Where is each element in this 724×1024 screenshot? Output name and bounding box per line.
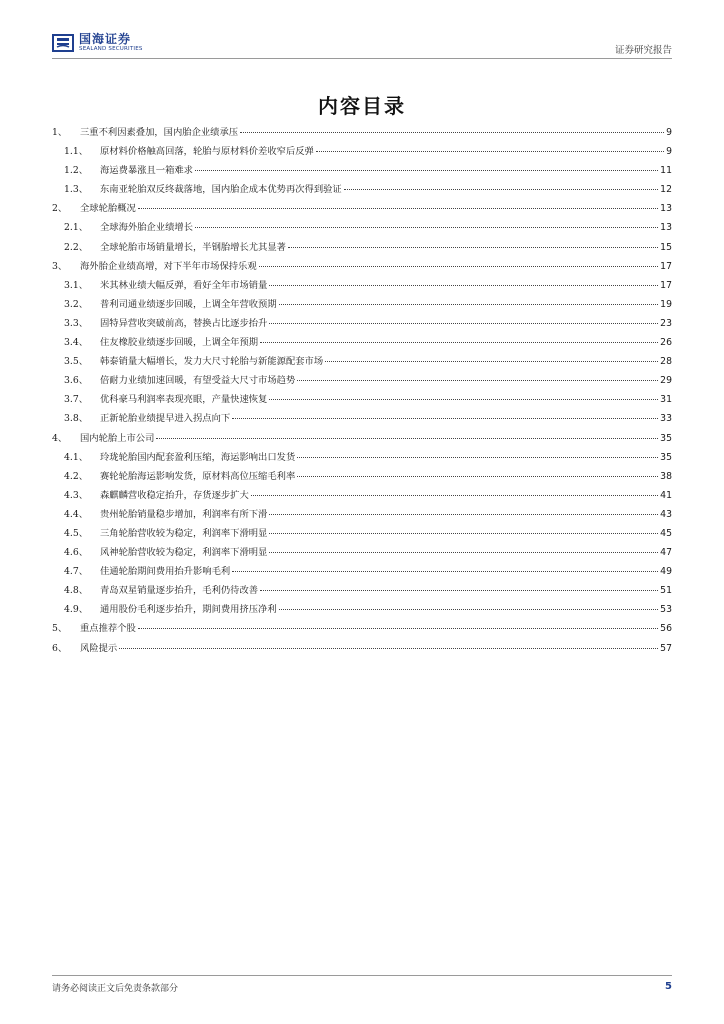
disclaimer-text: 请务必阅读正文后免责条款部分 xyxy=(52,984,179,994)
page-title: 内容目录 xyxy=(318,94,406,118)
page-footer xyxy=(52,975,672,1000)
toc-entry-title: 森麒麟营收稳定抬升，存货逐步扩大 xyxy=(100,489,249,501)
toc-entry-page: 9 xyxy=(666,127,672,138)
toc-entry-title: 海运费暴涨且一箱难求 xyxy=(100,165,193,177)
toc-entry-number: 4.4、 xyxy=(64,508,89,520)
toc-entry-page: 23 xyxy=(660,317,672,329)
toc-entry-title: 赛轮轮胎海运影响发货，原材料高位压缩毛利率 xyxy=(100,470,296,482)
toc-leader-dots xyxy=(260,590,658,591)
toc-entry-page: 56 xyxy=(660,623,672,635)
toc-leader-dots xyxy=(269,533,658,534)
toc-entry-number: 3.3、 xyxy=(64,317,89,329)
toc-entry[interactable] xyxy=(52,296,672,315)
toc-leader-dots xyxy=(297,380,658,381)
logo-chinese-name: 国海证券 xyxy=(79,32,132,47)
toc-entry-title: 全球轮胎市场销量增长，半钢胎增长尤其显著 xyxy=(100,241,286,253)
toc-entry-number: 3.1、 xyxy=(64,279,89,291)
toc-entry-page: 49 xyxy=(660,566,672,578)
toc-entry-page: 38 xyxy=(660,470,672,482)
toc-entry-number: 4.7、 xyxy=(64,566,89,578)
toc-entry[interactable] xyxy=(52,239,672,258)
toc-entry[interactable] xyxy=(52,468,672,487)
toc-entry-page: 29 xyxy=(660,375,672,387)
toc-entry-page: 17 xyxy=(660,260,672,272)
toc-entry-page: 57 xyxy=(660,642,672,654)
toc-entry[interactable] xyxy=(52,582,672,601)
toc-entry-page: 19 xyxy=(660,298,672,310)
toc-entry-page: 35 xyxy=(660,432,672,444)
toc-entry-number: 5、 xyxy=(52,623,68,635)
toc-entry-title: 国内轮胎上市公司 xyxy=(80,432,155,444)
toc-entry[interactable] xyxy=(52,372,672,391)
toc-entry-number: 4.8、 xyxy=(64,585,89,597)
toc-entry-number: 3.8、 xyxy=(64,413,89,425)
toc-leader-dots xyxy=(279,304,659,305)
toc-entry-title: 海外胎企业绩高增，对下半年市场保持乐观 xyxy=(80,260,257,272)
toc-leader-dots xyxy=(269,285,658,286)
toc-entry[interactable] xyxy=(52,277,672,296)
toc-leader-dots xyxy=(269,552,658,553)
toc-leader-dots xyxy=(251,495,658,496)
toc-leader-dots xyxy=(316,151,664,152)
toc-entry-number: 4.3、 xyxy=(64,489,89,501)
company-logo xyxy=(52,30,143,56)
toc-entry-title: 正新轮胎业绩提早进入拐点向下 xyxy=(100,413,231,425)
toc-entry-number: 3.2、 xyxy=(64,298,89,310)
toc-entry-number: 4.9、 xyxy=(64,604,89,616)
toc-leader-dots xyxy=(344,189,658,190)
toc-leader-dots xyxy=(260,342,658,343)
toc-leader-dots xyxy=(195,227,658,228)
toc-entry-number: 3.5、 xyxy=(64,356,89,368)
toc-entry-title: 原材料价格触高回落，轮胎与原材料价差收窄后反弹 xyxy=(100,146,314,158)
toc-leader-dots xyxy=(119,648,658,649)
toc-entry-title: 佳通轮胎期间费用抬升影响毛利 xyxy=(100,566,231,578)
toc-entry-page: 53 xyxy=(660,604,672,616)
toc-entry-number: 2、 xyxy=(52,203,68,215)
toc-leader-dots xyxy=(232,418,658,419)
toc-entry[interactable] xyxy=(52,410,672,429)
toc-entry-title: 韩泰销量大幅增长，发力大尺寸轮胎与新能源配套市场 xyxy=(100,356,324,368)
toc-entry-page: 41 xyxy=(660,489,672,501)
toc-entry-page: 9 xyxy=(666,146,672,158)
toc-entry-page: 28 xyxy=(660,356,672,368)
toc-entry[interactable] xyxy=(52,258,672,277)
toc-entry[interactable] xyxy=(52,181,672,200)
toc-entry-page: 35 xyxy=(660,451,672,463)
sealand-logo-icon xyxy=(52,33,74,53)
toc-entry-number: 4.5、 xyxy=(64,527,89,539)
toc-entry[interactable] xyxy=(52,601,672,620)
toc-entry-title: 风险提示 xyxy=(80,642,118,654)
table-of-contents xyxy=(52,124,672,659)
toc-entry[interactable] xyxy=(52,506,672,525)
toc-entry-number: 6、 xyxy=(52,642,68,654)
toc-entry[interactable] xyxy=(52,219,672,238)
toc-entry-title: 住友橡胶业绩逐步回暖，上调全年预期 xyxy=(100,337,259,349)
toc-leader-dots xyxy=(232,571,658,572)
toc-entry[interactable] xyxy=(52,640,672,659)
toc-entry[interactable] xyxy=(52,353,672,372)
toc-entry[interactable] xyxy=(52,544,672,563)
toc-entry[interactable] xyxy=(52,391,672,410)
toc-entry-title: 优科豪马利润率表现亮眼，产量快速恢复 xyxy=(100,394,268,406)
toc-entry-title: 米其林业绩大幅反弹，看好全年市场销量 xyxy=(100,279,268,291)
toc-leader-dots xyxy=(279,609,659,610)
toc-leader-dots xyxy=(156,438,658,439)
toc-entry[interactable] xyxy=(52,563,672,582)
toc-leader-dots xyxy=(259,266,659,267)
toc-entry[interactable] xyxy=(52,334,672,353)
toc-entry-title: 普利司通业绩逐步回暖，上调全年营收预期 xyxy=(100,298,277,310)
toc-entry-page: 12 xyxy=(660,184,672,196)
toc-entry[interactable] xyxy=(52,315,672,334)
toc-entry-number: 3.4、 xyxy=(64,337,89,349)
toc-entry-page: 33 xyxy=(660,413,672,425)
toc-entry-number: 2.2、 xyxy=(64,241,89,253)
toc-entry-number: 3.6、 xyxy=(64,375,89,387)
toc-entry-number: 1.3、 xyxy=(64,184,89,196)
toc-entry-title: 固特异营收突破前高，替换占比逐步抬升 xyxy=(100,317,268,329)
toc-entry-title: 全球海外胎企业绩增长 xyxy=(100,222,193,234)
toc-leader-dots xyxy=(240,132,664,133)
toc-entry-page: 15 xyxy=(660,241,672,253)
toc-leader-dots xyxy=(269,399,658,400)
toc-entry-title: 通用股份毛利逐步抬升，期间费用挤压净利 xyxy=(100,604,277,616)
toc-entry-page: 17 xyxy=(660,279,672,291)
toc-entry[interactable] xyxy=(52,162,672,181)
toc-entry-title: 全球轮胎概况 xyxy=(80,203,136,215)
toc-entry[interactable] xyxy=(52,487,672,506)
toc-entry-number: 4.1、 xyxy=(64,451,89,463)
toc-leader-dots xyxy=(269,514,658,515)
toc-entry-page: 45 xyxy=(660,527,672,539)
toc-entry-page: 13 xyxy=(660,222,672,234)
toc-entry-title: 青岛双星销量逐步抬升，毛利仍待改善 xyxy=(100,585,259,597)
toc-entry-title: 玲珑轮胎国内配套盈利压缩，海运影响出口发货 xyxy=(100,451,296,463)
toc-entry-number: 1.1、 xyxy=(64,146,89,158)
toc-entry-page: 13 xyxy=(660,203,672,215)
toc-entry-title: 三角轮胎营收较为稳定，利润率下滑明显 xyxy=(100,527,268,539)
toc-entry-title: 倍耐力业绩加速回暖，有望受益大尺寸市场趋势 xyxy=(100,375,296,387)
toc-entry-number: 1、 xyxy=(52,127,68,138)
toc-entry-number: 4、 xyxy=(52,432,68,444)
toc-entry-number: 1.2、 xyxy=(64,165,89,177)
toc-entry-title: 三重不利因素叠加，国内胎企业绩承压 xyxy=(80,127,239,138)
toc-leader-dots xyxy=(195,170,658,171)
toc-entry[interactable] xyxy=(52,525,672,544)
toc-entry[interactable] xyxy=(52,620,672,639)
toc-entry[interactable] xyxy=(52,200,672,219)
toc-entry-number: 2.1、 xyxy=(64,222,89,234)
toc-entry-title: 贵州轮胎销量稳步增加，利润率有所下滑 xyxy=(100,508,268,520)
toc-entry[interactable] xyxy=(52,124,672,143)
toc-entry-title: 重点推荐个股 xyxy=(80,623,136,635)
toc-entry-page: 47 xyxy=(660,547,672,559)
toc-entry[interactable] xyxy=(52,449,672,468)
toc-leader-dots xyxy=(288,247,658,248)
toc-leader-dots xyxy=(297,457,658,458)
toc-entry-page: 51 xyxy=(660,585,672,597)
toc-entry-title: 风神轮胎营收较为稳定，利润率下滑明显 xyxy=(100,547,268,559)
toc-entry-number: 4.6、 xyxy=(64,547,89,559)
toc-leader-dots xyxy=(325,361,658,362)
toc-leader-dots xyxy=(297,476,658,477)
toc-entry-number: 3.7、 xyxy=(64,394,89,406)
toc-entry-number: 4.2、 xyxy=(64,470,89,482)
page-header xyxy=(52,30,672,59)
toc-entry-title: 东南亚轮胎双反终裁落地，国内胎企成本优势再次得到验证 xyxy=(100,184,342,196)
toc-entry-page: 11 xyxy=(660,165,672,177)
toc-entry[interactable] xyxy=(52,143,672,162)
toc-leader-dots xyxy=(138,628,658,629)
toc-entry-page: 26 xyxy=(660,337,672,349)
toc-entry-page: 31 xyxy=(660,394,672,406)
toc-entry[interactable] xyxy=(52,430,672,449)
logo-english-name: SEALAND SECURITIES xyxy=(79,46,143,53)
toc-leader-dots xyxy=(269,323,658,324)
toc-entry-number: 3、 xyxy=(52,260,68,272)
report-type-label: 证券研究报告 xyxy=(614,45,672,56)
toc-entry-page: 43 xyxy=(660,508,672,520)
toc-leader-dots xyxy=(138,208,658,209)
page-number: 5 xyxy=(665,981,672,992)
